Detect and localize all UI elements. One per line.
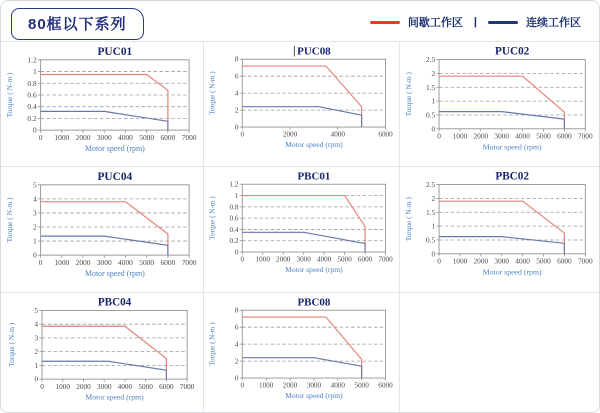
series-line [41, 111, 168, 130]
chart-cell-puc01 [1, 42, 204, 167]
legend-label-continuous: 连续工作区 [526, 17, 581, 29]
x-tick-label: 2000 [76, 382, 91, 391]
y-tick-label: 1 [32, 236, 37, 246]
x-tick-label: 5000 [354, 381, 369, 390]
x-tick-label: 7000 [179, 382, 195, 391]
series-line [242, 232, 365, 252]
x-axis-label: Motor speed (rpm) [482, 142, 542, 152]
chart-title: PUC04 [97, 170, 133, 183]
y-axis-label: Torque ( N-m ) [403, 197, 413, 242]
chart-cell-pbc04 [1, 293, 204, 413]
y-tick-label: 1 [234, 192, 239, 201]
x-tick-label: 2000 [276, 255, 291, 264]
y-axis-label: Torque ( N-m ) [403, 72, 413, 117]
chart-title: PUC01 [97, 45, 133, 58]
series-line [439, 76, 564, 129]
chart-title: PUC02 [495, 45, 530, 58]
y-tick-label: 0 [234, 248, 239, 257]
chart-puc01 [3, 43, 201, 165]
y-tick-label: 0 [32, 125, 37, 135]
x-tick-label: 7000 [578, 131, 593, 141]
x-tick-label: 2000 [473, 131, 489, 141]
x-tick-label: 6000 [557, 256, 572, 266]
continuous-line-swatch [488, 21, 518, 24]
x-tick-label: 2000 [282, 130, 298, 139]
x-tick-label: 5000 [139, 258, 155, 268]
series-line [41, 202, 168, 255]
y-tick-label: 2 [34, 348, 39, 357]
x-tick-label: 0 [240, 381, 245, 390]
y-axis-label: Torque ( N-m ) [4, 72, 14, 118]
x-tick-label: 3000 [494, 256, 510, 266]
y-tick-label: 4 [32, 194, 37, 204]
series-line [41, 74, 168, 130]
x-tick-label: 0 [240, 130, 245, 139]
y-tick-label: 2 [431, 68, 436, 78]
series-line [242, 196, 365, 253]
series-line [439, 112, 564, 129]
x-tick-label: 7000 [181, 133, 197, 143]
chart-pbc02 [402, 168, 597, 291]
series-line [439, 201, 564, 254]
x-tick-label: 5000 [536, 131, 551, 141]
x-tick-label: 2000 [473, 256, 489, 266]
y-tick-label: 3 [34, 334, 39, 343]
y-axis-label: Torque ( N-m ) [208, 196, 217, 240]
intermittent-line-swatch [370, 21, 400, 24]
x-tick-label: 4000 [118, 133, 133, 143]
x-tick-label: 0 [38, 258, 43, 268]
chart-pbc01 [206, 168, 397, 291]
x-tick-label: 7000 [578, 256, 593, 266]
x-tick-label: 4000 [515, 131, 530, 141]
y-tick-label: 0.4 [229, 225, 239, 234]
chart-title: PBC02 [495, 170, 529, 183]
y-tick-label: 0 [431, 249, 436, 259]
page-title: 80框以下系列 [11, 8, 144, 40]
x-tick-label: 2000 [75, 258, 91, 268]
y-tick-label: 1 [431, 221, 436, 231]
y-tick-label: 0 [34, 375, 39, 384]
y-tick-label: 4 [234, 89, 239, 98]
x-tick-label: 1000 [255, 255, 270, 264]
x-tick-label: 2000 [282, 381, 298, 390]
y-tick-label: 1 [34, 361, 39, 370]
y-tick-label: 1 [32, 67, 37, 77]
y-tick-label: 2 [234, 106, 239, 115]
x-tick-label: 4000 [330, 381, 345, 390]
x-axis-label: Motor speed (rpm) [85, 143, 145, 153]
x-tick-label: 3000 [96, 382, 112, 391]
y-tick-label: 0 [234, 374, 239, 383]
x-tick-label: 6000 [378, 130, 393, 139]
chart-cell-pbc02 [400, 167, 599, 293]
x-tick-label: 5000 [139, 133, 155, 143]
y-tick-label: 0.5 [426, 110, 436, 120]
chart-puc04 [3, 168, 201, 291]
x-tick-label: 0 [40, 382, 44, 391]
x-tick-label: 6000 [378, 381, 393, 390]
x-axis-label: Motor speed (rpm) [285, 140, 343, 150]
x-tick-label: 3000 [96, 258, 112, 268]
y-tick-label: 0.2 [229, 237, 239, 246]
y-tick-label: 0.4 [27, 102, 37, 112]
x-axis-label: Motor speed (rpm) [85, 268, 145, 278]
chart-title: PUC08 [297, 45, 331, 58]
legend [370, 14, 581, 30]
x-axis-label: Motor speed (rpm) [285, 265, 343, 275]
y-tick-label: 0 [32, 250, 37, 260]
x-tick-label: 3000 [296, 255, 311, 264]
x-tick-label: 1000 [452, 131, 468, 141]
y-tick-label: 8 [234, 55, 239, 64]
x-tick-label: 5000 [337, 255, 352, 264]
y-tick-label: 5 [34, 306, 39, 315]
x-tick-label: 7000 [378, 255, 393, 264]
chart-cell-puc02 [400, 42, 599, 167]
x-tick-label: 1000 [452, 256, 468, 266]
x-tick-label: 1000 [259, 381, 274, 390]
y-tick-label: 8 [234, 306, 239, 315]
x-tick-label: 1000 [54, 133, 70, 143]
x-tick-label: 4000 [117, 382, 133, 391]
y-tick-label: 2 [431, 193, 436, 203]
y-tick-label: 2.5 [426, 180, 436, 190]
x-tick-label: 1000 [54, 258, 70, 268]
chart-title: PBC04 [97, 296, 132, 309]
y-tick-label: 0 [234, 123, 239, 132]
x-tick-label: 5000 [536, 256, 551, 266]
x-tick-label: 6000 [159, 382, 174, 391]
x-axis-label: Motor speed (rpm) [482, 267, 542, 277]
chart-cell-puc08 [204, 42, 400, 167]
series-line [242, 317, 361, 378]
x-tick-label: 4000 [515, 256, 530, 266]
y-tick-label: 1 [431, 96, 436, 106]
y-tick-label: 1.2 [229, 180, 239, 189]
y-tick-label: 6 [234, 323, 239, 332]
chart-puc08 [206, 43, 397, 165]
x-tick-label: 4000 [118, 258, 133, 268]
x-tick-label: 6000 [557, 131, 572, 141]
y-tick-label: 0.5 [426, 235, 436, 245]
y-axis-label: Torque ( N-m ) [4, 197, 14, 243]
y-tick-label: 5 [32, 180, 37, 190]
series-line [42, 361, 166, 379]
x-tick-label: 0 [437, 131, 441, 141]
series-line [42, 326, 166, 379]
chart-cell-pbc01 [204, 167, 400, 293]
y-tick-label: 4 [34, 320, 39, 329]
chart-cell-puc04 [1, 167, 204, 293]
x-tick-label: 5000 [138, 382, 153, 391]
y-tick-label: 4 [234, 340, 239, 349]
series-line [439, 237, 564, 254]
chart-grid [1, 42, 599, 413]
x-tick-label: 6000 [357, 255, 373, 264]
y-tick-label: 0 [431, 124, 436, 134]
y-tick-label: 2 [234, 357, 239, 366]
empty-cell [400, 293, 599, 413]
chart-cell-pbc08 [204, 293, 400, 413]
chart-puc02 [402, 43, 597, 165]
y-axis-label: Torque ( N-m ) [7, 322, 16, 367]
x-tick-label: 0 [437, 256, 441, 266]
y-tick-label: 2 [32, 222, 37, 232]
y-tick-label: 1.5 [426, 207, 436, 217]
y-axis-label: Torque ( N-m ) [208, 71, 217, 115]
series-line [41, 236, 168, 255]
x-tick-label: 3000 [96, 133, 112, 143]
y-tick-label: 3 [32, 208, 37, 218]
y-tick-label: 2.5 [426, 55, 436, 65]
header [1, 1, 599, 42]
legend-label-intermittent: 间歇工作区 [407, 17, 463, 29]
x-tick-label: 4000 [316, 255, 332, 264]
chart-title: PBC08 [297, 296, 331, 309]
y-tick-label: 0.6 [229, 214, 239, 223]
x-tick-label: 4000 [330, 130, 345, 139]
y-tick-label: 1.2 [27, 55, 37, 65]
y-tick-label: 0.8 [229, 203, 239, 212]
x-tick-label: 0 [38, 133, 43, 143]
y-tick-label: 1.5 [426, 82, 436, 92]
series-line [242, 66, 361, 127]
legend-separator: | [473, 16, 477, 28]
x-tick-label: 2000 [75, 133, 91, 143]
chart-title: PBC01 [297, 170, 331, 183]
x-tick-label: 3000 [306, 381, 322, 390]
x-axis-label: Motor speed (rpm) [285, 391, 343, 401]
x-axis-label: Motor speed (rpm) [85, 392, 144, 402]
x-tick-label: 7000 [181, 258, 197, 268]
y-tick-label: 0.6 [27, 90, 37, 100]
y-tick-label: 0.8 [27, 78, 37, 88]
x-tick-label: 1000 [55, 382, 71, 391]
y-tick-label: 6 [234, 72, 239, 81]
plot-border [42, 310, 187, 379]
x-tick-label: 6000 [160, 133, 176, 143]
x-tick-label: 0 [240, 255, 245, 264]
x-tick-label: 3000 [494, 131, 510, 141]
x-tick-label: 6000 [160, 258, 176, 268]
y-axis-label: Torque ( N-m ) [208, 322, 217, 366]
chart-pbc08 [206, 294, 397, 412]
y-tick-label: 0.2 [27, 113, 37, 123]
chart-pbc04 [3, 294, 201, 412]
